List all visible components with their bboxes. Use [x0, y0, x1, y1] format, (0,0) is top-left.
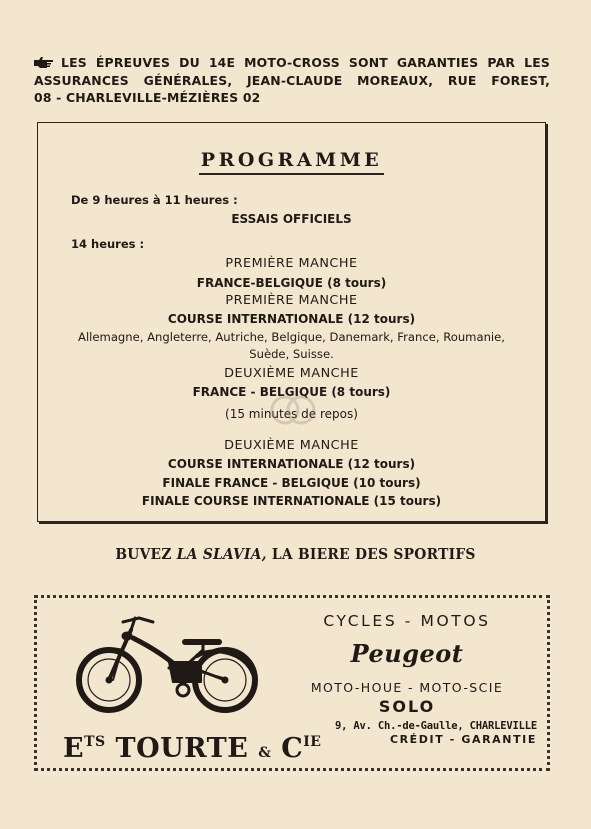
programme-title-text: PROGRAMME: [199, 149, 384, 175]
peugeot-logo: Peugeot: [350, 639, 464, 668]
watermark-stamp-icon: [265, 390, 321, 430]
company-ets: E: [63, 733, 85, 764]
slogan-before: BUVEZ: [115, 545, 177, 563]
slogan-after: LA BIERE DES SPORTIFS: [266, 545, 476, 563]
manche-4-label: DEUXIÈME MANCHE: [224, 438, 359, 454]
notice-line-1: [34, 54, 550, 72]
manche-2-label: PREMIÈRE MANCHE: [225, 293, 358, 309]
countries-line-1: Allemagne, Angleterre, Autriche, Belgique, Danemark, France, Roumanie,: [78, 329, 505, 344]
rest-pause: (15 minutes de repos): [225, 406, 358, 421]
moto-houe-scie: MOTO-HOUE - MOTO-SCIE: [310, 680, 504, 695]
time-afternoon: 14 heures :: [71, 236, 145, 251]
manche-4-race: COURSE INTERNATIONALE (12 tours): [167, 457, 416, 472]
shop-address: 9, Av. Ch.-de-Gaulle, CHARLEVILLE: [334, 720, 537, 732]
programme-schedule: [38, 191, 545, 511]
slogan-brand: LA SLAVIA,: [176, 545, 267, 563]
moped-illustration-icon: [73, 608, 259, 720]
pointing-hand-icon: [34, 57, 54, 68]
ad-products: [275, 608, 539, 746]
notice-line-3: 08 - CHARLEVILLE-MÉZIÈRES 02: [34, 90, 261, 105]
manche-1-label: PREMIÈRE MANCHE: [225, 256, 358, 272]
company-c-sup: IE: [303, 734, 322, 750]
tourte-advertisement: [34, 595, 550, 771]
company-c: C: [271, 733, 304, 764]
manche-1-race: FRANCE-BELGIQUE (8 tours): [196, 275, 387, 290]
final-france-belgique: FINALE FRANCE - BELGIQUE (10 tours): [162, 475, 421, 490]
beer-slogan: [24, 545, 568, 563]
manche-2-race: COURSE INTERNATIONALE (12 tours): [167, 312, 416, 327]
manche-3-race: FRANCE - BELGIQUE (8 tours): [192, 385, 391, 400]
countries-line-2: Suède, Suisse.: [249, 346, 334, 361]
programme-title: [38, 149, 545, 175]
company-ampersand: &: [258, 745, 272, 761]
credit-garantie: CRÉDIT - GARANTIE: [389, 733, 537, 746]
insurance-notice: [34, 54, 550, 107]
time-morning: De 9 heures à 11 heures :: [71, 193, 238, 207]
company-ets-sup: TS: [84, 734, 106, 750]
company-tourte: TOURTE: [105, 733, 259, 764]
notice-line-1-text: LES ÉPREUVES DU 14E MOTO-CROSS SONT GARANTIES PAR LES: [61, 55, 550, 70]
final-course-internationale: FINALE COURSE INTERNATIONALE (15 tours): [141, 494, 442, 509]
essais-officiels: ESSAIS OFFICIELS: [231, 212, 352, 227]
cycles-motos: CYCLES - MOTOS: [323, 612, 491, 630]
manche-3-label: DEUXIÈME MANCHE: [224, 365, 359, 381]
programme-box: [37, 122, 546, 522]
notice-line-2: ASSURANCES GÉNÉRALES, JEAN-CLAUDE MOREAUX, RUE FOREST,: [34, 72, 550, 88]
solo-brand: SOLO: [378, 697, 436, 716]
